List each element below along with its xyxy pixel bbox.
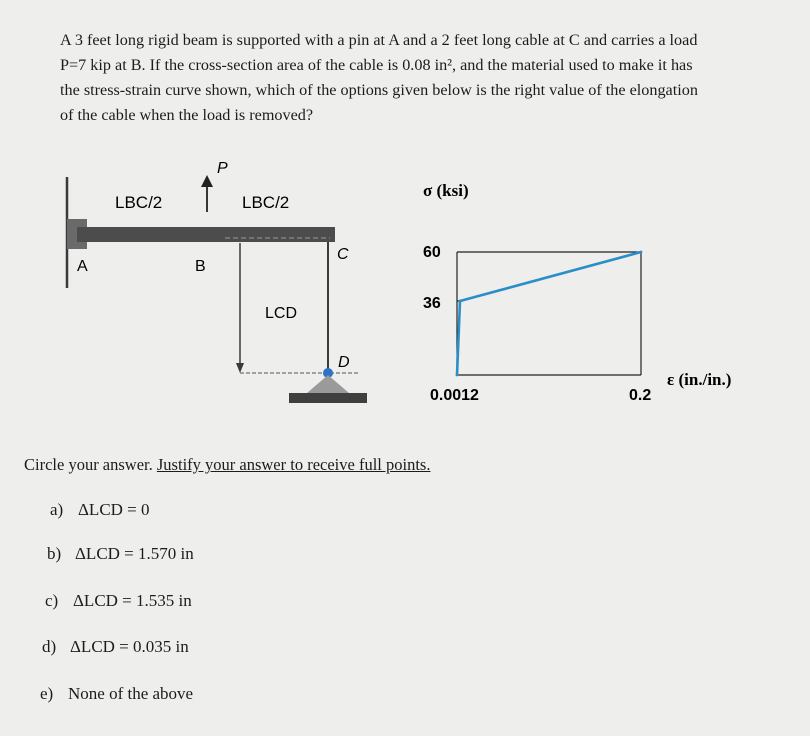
support-triangle <box>307 375 349 393</box>
ground-block <box>289 393 367 403</box>
stress-strain-chart <box>405 170 785 420</box>
problem-statement <box>60 28 772 128</box>
label-D: D <box>338 354 350 371</box>
x-tick-0-2: 0.2 <box>629 387 652 404</box>
label-A: A <box>77 258 88 275</box>
option-text: ΔLCD = 1.570 in <box>75 544 194 563</box>
option-text: None of the above <box>68 684 194 703</box>
stress-strain-curve <box>457 252 641 375</box>
option-letter: d) <box>42 637 57 656</box>
label-C: C <box>337 246 349 263</box>
instruction <box>24 455 430 475</box>
option-letter: e) <box>40 684 54 703</box>
option-letter: c) <box>45 591 59 610</box>
option-text: ΔLCD = 1.535 in <box>73 591 192 610</box>
y-axis-label: σ (ksi) <box>423 181 469 200</box>
problem-line-4: of the cable when the load is removed? <box>60 106 314 124</box>
cable-length-label: LCD <box>265 305 298 322</box>
instruction-lead: Circle your answer. <box>24 455 157 474</box>
instruction-underlined: Justify your answer to receive full points. <box>156 455 431 474</box>
label-B: B <box>195 258 206 275</box>
rigid-beam <box>77 227 335 242</box>
load-label: P <box>217 160 228 177</box>
option-letter: a) <box>50 500 64 519</box>
chart-plot-area <box>456 251 643 377</box>
option-c[interactable] <box>45 591 192 611</box>
problem-line-2: P=7 kip at B. If the cross-section area of the cable is 0.08 in², and the material used to make it has <box>60 56 693 74</box>
curve-point <box>456 374 459 377</box>
load-arrow-head <box>201 175 213 187</box>
curve-point <box>459 300 462 303</box>
x-tick-0-0012: 0.0012 <box>430 387 479 404</box>
option-b[interactable] <box>47 544 194 564</box>
problem-line-3: the stress-strain curve shown, which of the options given below is the right value of the elongation <box>60 81 698 99</box>
option-text: ΔLCD = 0 <box>78 500 150 519</box>
beam-diagram <box>55 155 385 410</box>
y-tick-36: 36 <box>423 295 441 312</box>
x-axis-label: ε (in./in.) <box>667 370 732 389</box>
y-tick-60: 60 <box>423 244 441 261</box>
option-e[interactable] <box>40 684 193 704</box>
problem-line-1: A 3 feet long rigid beam is supported with a pin at A and a 2 feet long cable at C and carries a load <box>60 31 698 49</box>
option-a[interactable] <box>50 500 150 520</box>
curve-point <box>640 251 643 254</box>
option-d[interactable] <box>42 637 189 657</box>
option-text: ΔLCD = 0.035 in <box>70 637 189 656</box>
span-label-left: LBC/2 <box>115 193 163 212</box>
span-label-right: LBC/2 <box>242 193 290 212</box>
dimension-arrow-head <box>236 363 244 373</box>
option-letter: b) <box>47 544 62 563</box>
